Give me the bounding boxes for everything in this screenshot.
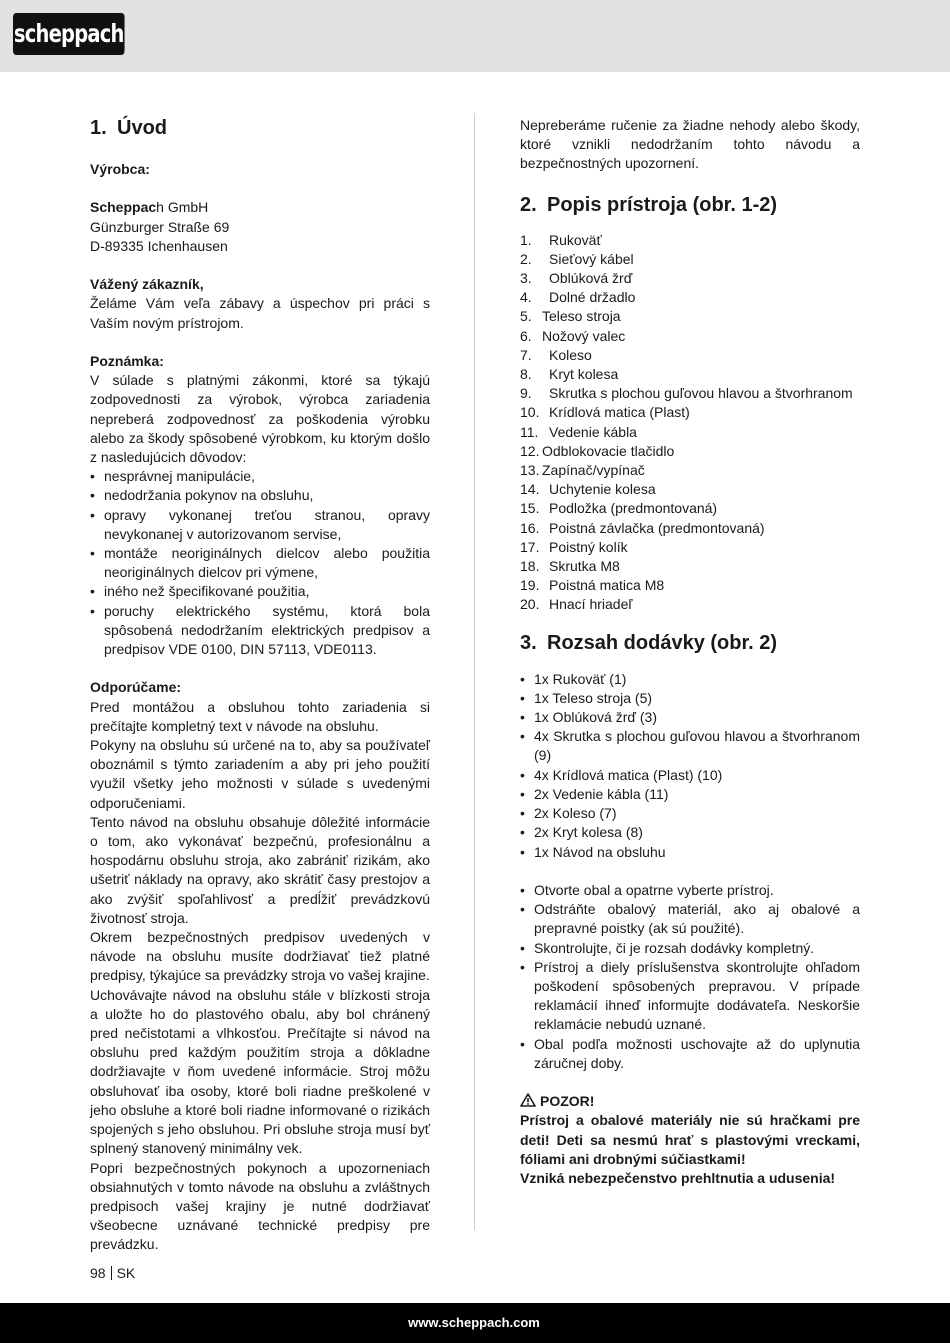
list-item: • nedodržania pokynov na obsluhu,	[90, 486, 430, 505]
recommend-paragraph: Popri bezpečnostných pokynoch a upozorneniach obsiahnutých v tomto návode na obsluhu a zvláštnych predpisoch vašej krajiny je nutné dodržiavať všeobecne uznávané technické predpisy pre prevádzku.	[90, 1159, 430, 1253]
parts-list	[520, 231, 860, 615]
recommend-label: Odporúčame:	[90, 679, 182, 696]
list-item: • Odstráňte obalový materiál, ako aj obalové a prepravné poistky (ak sú použité).	[520, 900, 860, 938]
recommend-paragraph: Pokyny na obsluhu sú určené na to, aby sa používateľ oboznámil s týmto zariadením a aby pri jeho použití využil všetky jeho možnosti v súlade s uvedenými odporučeniami.	[90, 737, 430, 811]
list-item: • Otvorte obal a opatrne vyberte prístroj.	[520, 881, 860, 900]
note-label: Poznámka:	[90, 352, 164, 369]
warning-text: Prístroj a obalové materiály nie sú hračkami pre deti! Deti sa nesmú hrať s plastovými vreckami, fóliami ani drobnými súčiastkami!	[520, 1112, 860, 1167]
list-item: 13. Zapínač/vypínač	[520, 462, 645, 479]
note-text: V súlade s platnými zákonmi, ktoré sa týkajú zodpovednosti za výrobok, výrobca zariadenia nepreberá zodpovednosť za poškodenia výrobku alebo za škody spôsobené výrobkom, ku ktorým došlo z nasledujúcich dôvodov:	[90, 372, 430, 465]
list-item: • opravy vykonanej treťou stranou, opravy nevykonanej v autorizovanom servise,	[90, 506, 430, 544]
list-item: • Obal podľa možnosti uschovajte až do uplynutia záručnej doby.	[520, 1035, 860, 1073]
list-item: • 1x Návod na obsluhu	[520, 843, 860, 862]
warning-icon	[520, 1093, 536, 1107]
list-item: • Skontrolujte, či je rozsah dodávky kompletný.	[520, 939, 860, 958]
list-item: 10. Krídlová matica (Plast)	[520, 404, 690, 421]
list-item: 16. Poistná závlačka (predmontovaná)	[520, 519, 765, 536]
customer-label: Vážený zákazník,	[90, 276, 204, 293]
list-item: 11. Vedenie kábla	[520, 423, 637, 440]
left-column	[90, 116, 430, 1255]
brand-logo[interactable]: scheppach	[13, 13, 125, 55]
right-column	[520, 116, 860, 1188]
recommend-paragraph: Uchovávajte návod na obsluhu stále v blízkosti stroja a uložte ho do plastového obalu, aby bol chránený pred nečistotami a vlhkosťou. Prečítajte si návod na obsluhu pred každým použitím stroja a dôkladne dodržiavajte v ňom uvedené informácie. Stroj môžu obsluhovať iba osoby, ktoré boli riadne preškolené v jeho obsluhe a ktoré boli riadne informované o rizikách spojených s jeho obsluhou. Pri obsluhe stroja musí byť splnený stanovený minimálny vek.	[90, 986, 430, 1157]
address-line-1: Scheppach GmbH	[90, 199, 209, 216]
list-item: 14. Uchytenie kolesa	[520, 481, 656, 498]
list-item: • 2x Vedenie kábla (11)	[520, 785, 860, 804]
list-item: • 1x Teleso stroja (5)	[520, 689, 860, 708]
manufacturer-label: Výrobca:	[90, 161, 150, 177]
list-item: 1. Rukoväť	[520, 231, 602, 248]
scope-list	[520, 670, 860, 862]
list-item: • montáže neoriginálnych dielcov alebo použitia neoriginálnych dielcov pri výmene,	[90, 544, 430, 582]
recommend-paragraph: Okrem bezpečnostných predpisov uvedených v návode na obsluhu musíte dodržiavať tiež platné predpisy, týkajúce sa prevádzky stroja vo vašej krajine.	[90, 929, 430, 984]
column-divider	[474, 113, 475, 1230]
list-item: • nesprávnej manipulácie,	[90, 467, 430, 486]
website-link[interactable]: www.scheppach.com	[408, 1315, 540, 1330]
footer-bar	[0, 1303, 950, 1343]
list-item: 12. Odblokovacie tlačidlo	[520, 442, 675, 459]
list-item: 2. Sieťový kábel	[520, 250, 634, 267]
section-3-heading: 3. Rozsah dodávky (obr. 2)	[520, 631, 778, 654]
list-item: 19. Poistná matica M8	[520, 577, 665, 594]
warning-block	[520, 1092, 860, 1188]
list-item: 20. Hnací hriadeľ	[520, 596, 633, 613]
list-item: 5. Teleso stroja	[520, 308, 621, 325]
list-item: • 1x Rukoväť (1)	[520, 670, 860, 689]
unpacking-steps	[520, 881, 860, 1073]
list-item: 7. Koleso	[520, 346, 592, 363]
recommend-paragraph: Pred montážou a obsluhou tohto zariadenia si prečítajte kompletný text v návode na obsluhu.	[90, 698, 430, 734]
page-number: 98 SK	[90, 1265, 136, 1281]
recommend-paragraph: Tento návod na obsluhu obsahuje dôležité informácie o tom, ako vykonávať bezpečnú, profesionálnu a hospodárnu obsluhu stroja, ako zabrániť rizikám, ako ušetriť náklady na opravy, ako skrátiť časy prestojov a ako zvýšiť spoľahlivosť a predĺžiť prevádzkovú životnosť stroja.	[90, 813, 430, 926]
header-bar	[0, 0, 950, 72]
liability-text: Nepreberáme ručenie za žiadne nehody alebo škody, ktoré vznikli nedodržaním tohto návodu a bezpečnostných upozornení.	[520, 117, 860, 172]
list-item: 15. Podložka (predmontovaná)	[520, 500, 718, 517]
list-item: • iného než špecifikované použitia,	[90, 582, 430, 601]
note-list	[90, 467, 430, 659]
list-item: • poruchy elektrického systému, ktorá bola spôsobená nedodržaním elektrických predpisov a predpisov VDE 0100, DIN 57113, VDE0113.	[90, 602, 430, 660]
address-line-3: D-89335 Ichenhausen	[90, 237, 228, 254]
list-item: • 2x Kryt kolesa (8)	[520, 823, 860, 842]
warning-title: POZOR!	[520, 1092, 860, 1111]
list-item: • 4x Skrutka s plochou guľovou hlavou a štvorhranom (9)	[520, 727, 860, 765]
list-item: • 4x Krídlová matica (Plast) (10)	[520, 766, 860, 785]
address-line-2: Günzburger Straße 69	[90, 218, 230, 235]
list-item: • 1x Oblúková žrď (3)	[520, 708, 860, 727]
list-item: 6. Nožový valec	[520, 327, 626, 344]
list-item: 18. Skrutka M8	[520, 558, 620, 575]
list-item: • 2x Koleso (7)	[520, 804, 860, 823]
list-item: • Prístroj a diely príslušenstva skontrolujte ohľadom poškodení spôsobených prepravou. V prípade reklamácií ihneď informujte dodávateľa. Neskoršie reklamácie nebudú uznané.	[520, 958, 860, 1035]
customer-text: Želáme Vám veľa zábavy a úspechov pri práci s Vaším novým prístrojom.	[90, 295, 430, 331]
page-separator	[111, 1266, 112, 1280]
list-item: 17. Poistný kolík	[520, 538, 628, 555]
list-item: 3. Oblúková žrď	[520, 270, 633, 287]
section-1-heading: 1. Úvod	[90, 117, 167, 139]
warning-text-2: Vzniká nebezpečenstvo prehltnutia a udusenia!	[520, 1169, 836, 1186]
list-item: 4. Dolné držadlo	[520, 289, 636, 306]
section-2-heading: 2. Popis prístroja (obr. 1-2)	[520, 193, 778, 216]
list-item: 9. Skrutka s plochou guľovou hlavou a štvorhranom	[520, 385, 853, 402]
list-item: 8. Kryt kolesa	[520, 366, 619, 383]
